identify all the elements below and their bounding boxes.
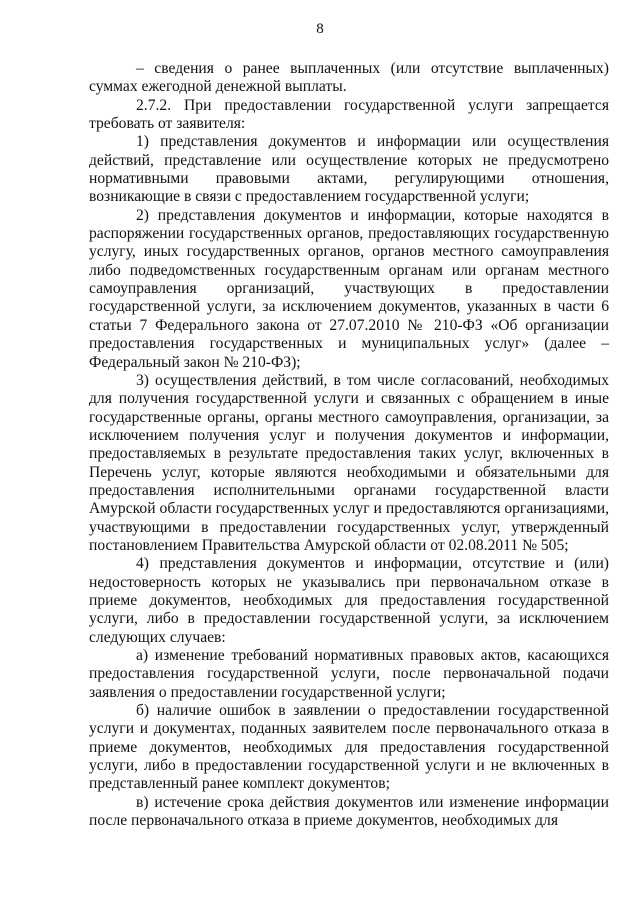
paragraph-2-7-2: 2.7.2. При предоставлении государственной услуги запрещается требовать от заявителя:: [89, 96, 609, 133]
paragraph-item-4: 4) представления документов и информации, отсутствие и (или) недостоверность которых не указывались при первоначальном отказе в приеме документов, необходимых для предоставления государственной услуги, либо в предоставлении государственной услуги, за исключением следующих случаев:: [89, 555, 609, 646]
page-number: 8: [316, 21, 324, 37]
document-body: [89, 60, 609, 830]
paragraph-previous-payments: – сведения о ранее выплаченных (или отсутствие выплаченных) суммах ежегодной денежной выплаты.: [89, 60, 609, 96]
paragraph-item-2: 2) представления документов и информации, которые находятся в распоряжении государственных органов, предоставляющих государственную услугу, иных государственных органов, органов местного самоуправления либо подведомственных государственным органам или органам местного самоуправления организаций, участвующих в предоставлении государственной услуги, за исключением документов, указанных в части 6 статьи 7 Федерального закона от 27.07.2010 № 210-ФЗ «Об организации предоставления государственных и муниципальных услуг» (далее – Федеральный закон № 210-ФЗ);: [89, 206, 609, 371]
paragraph-subitem-a: а) изменение требований нормативных правовых актов, касающихся предоставления государственной услуги, после первоначальной подачи заявления о предоставлении государственной услуги;: [89, 647, 609, 701]
paragraph-item-1: 1) представления документов и информации или осуществления действий, представление или осуществление которых не предусмотрено нормативными правовыми актами, регулирующими отношения, возникающие в связи с предоставлением государственной услуги;: [89, 133, 609, 206]
paragraph-subitem-v: в) истечение срока действия документов или изменение информации после первоначального отказа в приеме документов, необходимых для: [89, 793, 609, 830]
paragraph-item-3: 3) осуществления действий, в том числе согласований, необходимых для получения государственной услуги и связанных с обращением в иные государственные органы, органы местного самоуправления, организации, за исключением получения услуг и получения документов и информации, предоставляемых в результате предоставления таких услуг, включенных в Перечень услуг, которые являются необходимыми и обязательными для предоставления исполнительными органами государственной власти Амурской области государственных услуг и предоставляются организациями, участвующими в предоставлении государственных услуг, утвержденный постановлением Правительства Амурской области от 02.08.2011 № 505;: [89, 371, 609, 554]
paragraph-subitem-b: б) наличие ошибок в заявлении о предоставлении государственной услуги и документах, поданных заявителем после первоначального отказа в приеме документов, необходимых для предоставления государственной услуги, либо в предоставлении государственной услуги и не включенных в представленный ранее комплект документов;: [89, 702, 609, 793]
